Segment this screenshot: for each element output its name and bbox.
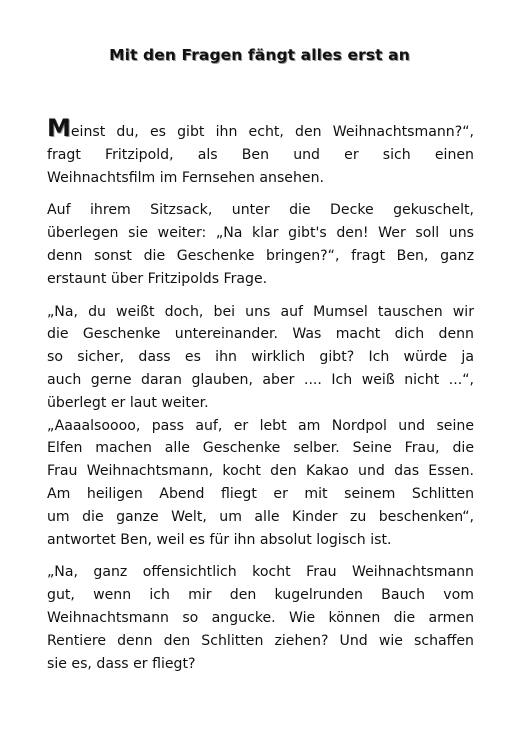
text-line: „Na, ganz offensichtlich kocht Frau Weihnachtsmann [47, 564, 474, 581]
text-line: erstaunt über Fritzipolds Frage. [47, 270, 268, 287]
text-line: „Aaaalsoooo, pass auf, er lebt am Nordpol und seine [47, 417, 474, 434]
text-line: „Na, du weißt doch, bei uns auf Mumsel tauschen wir [47, 303, 474, 320]
text-line-content: einst du, es gibt ihn echt, den Weihnachtsmann?“, [70, 124, 474, 140]
paragraph-3 [47, 301, 474, 552]
drop-cap: M [47, 114, 71, 142]
text-line: Frau Weihnachtsmann, kocht den Kakao und das Essen. [47, 463, 474, 480]
text-line: so sicher, dass es ihn wirklich gibt? Ich würde ja [47, 349, 474, 366]
text-line: fragt Fritzipold, als Ben und er sich einen [47, 146, 474, 163]
text-line: überlegen sie weiter: „Na klar gibt's den! Wer soll uns [47, 225, 474, 242]
text-line: gut, wenn ich mir den kugelrunden Bauch vom [47, 587, 474, 604]
chapter-title: Mit den Fragen fängt alles erst an [109, 46, 410, 64]
text-line: überlegt er laut weiter. [47, 394, 209, 411]
text-line: auch gerne daran glauben, aber .... Ich weiß nicht ...“, [47, 371, 474, 388]
text-line: Elfen machen alle Geschenke selber. Seine Frau, die [47, 440, 474, 457]
text-line: sie es, dass er fliegt? [47, 655, 196, 672]
text-line: Weihnachtsmann so angucke. Wie können die armen [47, 609, 474, 626]
paragraph-4 [47, 561, 474, 675]
text-line: denn sonst die Geschenke bringen?“, fragt Ben, ganz [47, 247, 474, 264]
text-line: um die ganze Welt, um alle Kinder zu beschenken“, [47, 508, 474, 525]
paragraph-1 [47, 114, 474, 189]
text-line: die Geschenke untereinander. Was macht dich denn [47, 326, 474, 343]
text-line: Rentiere denn den Schlitten ziehen? Und wie schaffen [47, 632, 474, 649]
paragraph-2 [47, 199, 474, 290]
text-line: Am heiligen Abend fliegt er mit seinem Schlitten [47, 485, 474, 502]
text-line: Weihnachtsfilm im Fernsehen ansehen. [47, 169, 324, 186]
text-line: Auf ihrem Sitzsack, unter die Decke gekuschelt, [47, 202, 474, 219]
text-line [47, 114, 474, 144]
story-text [47, 114, 474, 675]
text-line: antwortet Ben, weil es für ihn absolut logisch ist. [47, 531, 392, 548]
